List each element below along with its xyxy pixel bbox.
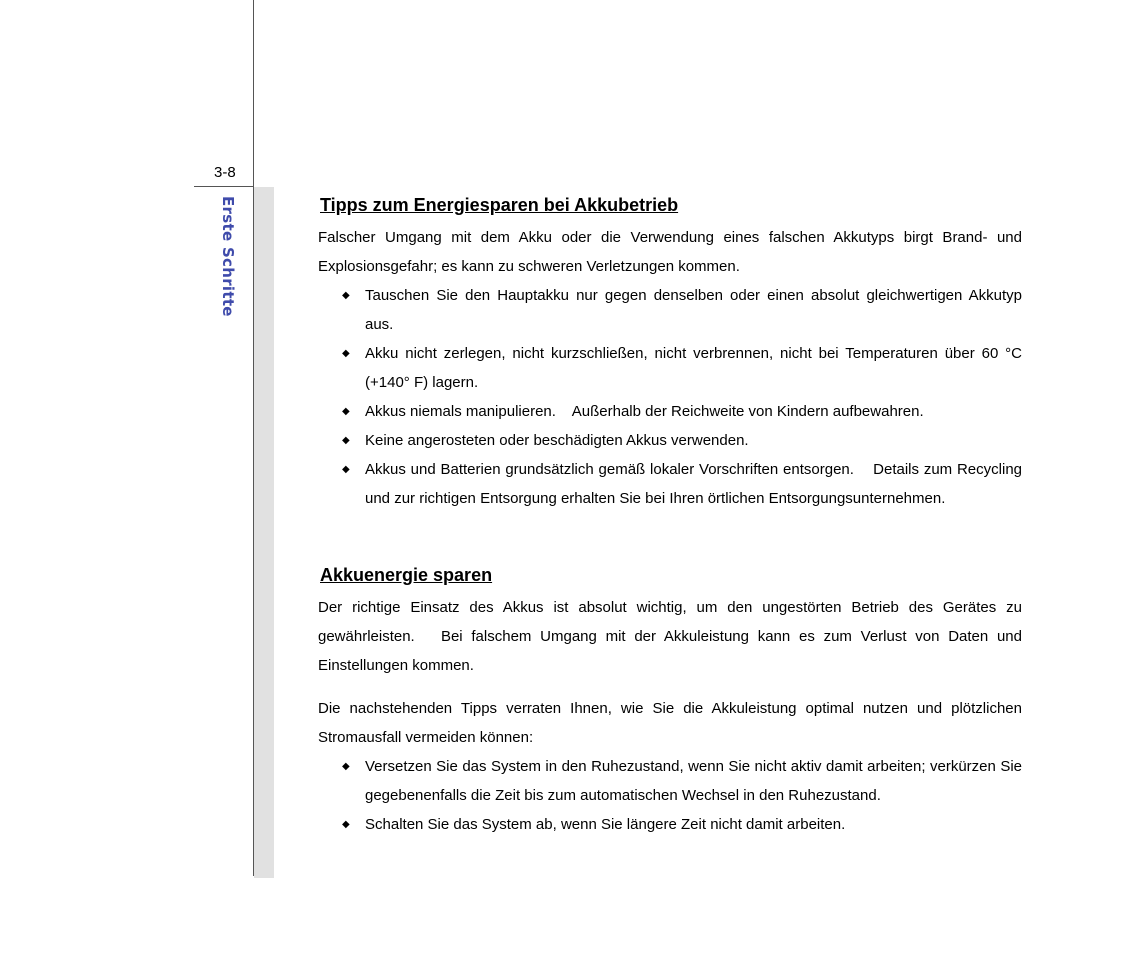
diamond-bullet-icon: ◆ (342, 464, 350, 475)
list-item: ◆ Schalten Sie das System ab, wenn Sie längere Zeit nicht damit arbeiten. (318, 810, 1022, 839)
list-item: ◆ Tauschen Sie den Hauptakku nur gegen denselben oder einen absolut gleichwertigen Akkutyp aus. (318, 281, 1022, 339)
section-intro-2: Die nachstehenden Tipps verraten Ihnen, wie Sie die Akkuleistung optimal nutzen und plötzlichen Stromausfall vermeiden können: (318, 700, 1022, 746)
list-item: ◆ Keine angerosteten oder beschädigten Akkus verwenden. (318, 426, 1022, 455)
section-intro: Der richtige Einsatz des Akkus ist absolut wichtig, um den ungestörten Betrieb des Gerätes zu gewährleisten. Bei falschem Umgang mit der Akkuleistung kann es zum Verlust von Daten und Einstellungen kommen. (318, 599, 1027, 674)
chapter-title: Erste Schritte (219, 196, 237, 317)
diamond-bullet-icon: ◆ (342, 406, 350, 417)
section-intro: Falscher Umgang mit dem Akku oder die Verwendung eines falschen Akkutyps birgt Brand- und Explosionsgefahr; es kann zu schweren Verletzungen kommen. (318, 229, 1022, 275)
bullet-list (318, 752, 1022, 839)
page-number: 3-8 (214, 164, 236, 181)
section-heading: Akkuenergie sparen (320, 565, 493, 585)
page-content (318, 190, 1027, 839)
diamond-bullet-icon: ◆ (342, 290, 350, 301)
bullet-list (318, 281, 1027, 513)
section-heading: Tipps zum Energiesparen bei Akkubetrieb (320, 195, 679, 215)
list-item: ◆ Versetzen Sie das System in den Ruhezustand, wenn Sie nicht aktiv damit arbeiten; verkürzen Sie gegebenenfalls die Zeit bis zum automatischen Wechsel in den Ruhezustand. (318, 752, 1022, 810)
list-item: ◆ Akkus niemals manipulieren. Außerhalb der Reichweite von Kindern aufbewahren. (318, 397, 1022, 426)
diamond-bullet-icon: ◆ (342, 819, 350, 830)
diamond-bullet-icon: ◆ (342, 435, 350, 446)
list-item: ◆ Akku nicht zerlegen, nicht kurzschließen, nicht verbrennen, nicht bei Temperaturen über 60 °C (+140° F) lagern. (318, 339, 1022, 397)
list-item: ◆ Akkus und Batterien grundsätzlich gemäß lokaler Vorschriften entsorgen. Details zum Recycling und zur richtigen Entsorgung erhalten Sie bei Ihren örtlichen Entsorgungsunternehmen. (318, 455, 1022, 513)
margin-rule-horizontal (194, 186, 254, 187)
diamond-bullet-icon: ◆ (342, 348, 350, 359)
side-tab-bar (254, 187, 274, 878)
section-battery-tips (318, 190, 1027, 513)
section-save-battery (318, 560, 1027, 839)
diamond-bullet-icon: ◆ (342, 761, 350, 772)
